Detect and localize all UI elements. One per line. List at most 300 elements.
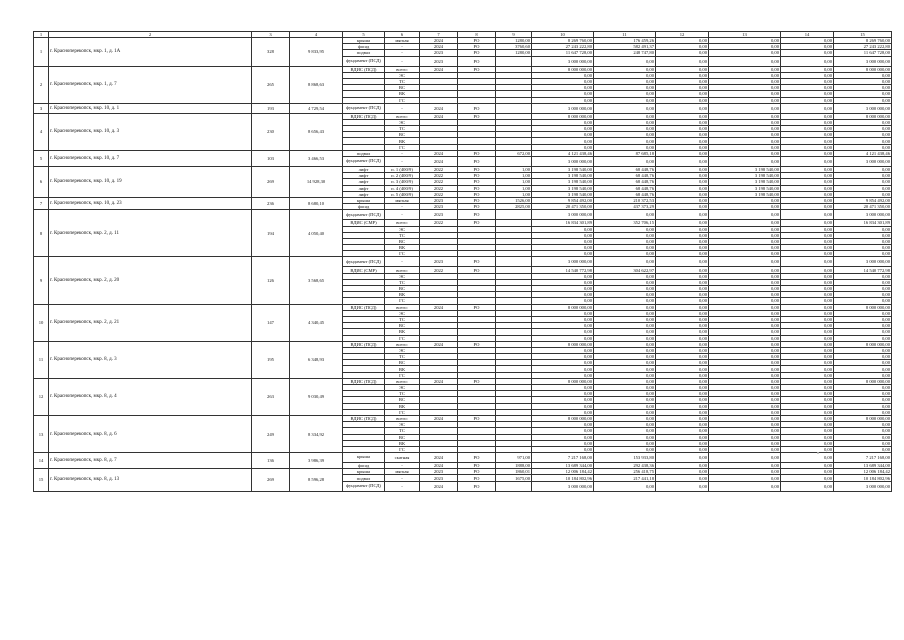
cell-c15: 0,00 bbox=[834, 354, 892, 360]
cell-c14: 0,00 bbox=[781, 475, 834, 481]
cell-c12: 0,00 bbox=[656, 481, 709, 491]
cell-c7: 2022 bbox=[420, 167, 458, 173]
cell-c14: 0,00 bbox=[781, 434, 834, 440]
cell-c13: 0,00 bbox=[709, 97, 781, 103]
cell-c14: 0,00 bbox=[781, 132, 834, 138]
cell-c6: - bbox=[385, 150, 420, 156]
cell-c11: 68 448,76 bbox=[594, 185, 656, 191]
cell-c13: 0,00 bbox=[709, 126, 781, 132]
cell-c12: 0,00 bbox=[656, 238, 709, 244]
area-cell: 8 680,10 bbox=[290, 197, 343, 209]
register-sheet bbox=[33, 31, 890, 492]
cell-c14: 0,00 bbox=[781, 85, 834, 91]
cell-c10: 0,00 bbox=[532, 226, 594, 232]
area-cell: 8 868,63 bbox=[290, 66, 343, 103]
cell-c12: 0,00 bbox=[656, 72, 709, 78]
cell-c10: 10 184 802,96 bbox=[532, 475, 594, 481]
cell-c15: 20 471 350,00 bbox=[834, 204, 892, 210]
address-cell: г. Краснoперекопск, мкр. 2, д. 20 bbox=[49, 257, 252, 304]
cell-c5: фундамент (ПСД) bbox=[343, 56, 385, 66]
cell-c6: всего: bbox=[385, 378, 420, 384]
cell-c11: 176 459,26 bbox=[594, 38, 656, 44]
cell-c8: РО bbox=[458, 475, 496, 481]
cell-c10: 11 647 728,00 bbox=[532, 50, 594, 56]
cell-c10: 0,00 bbox=[532, 72, 594, 78]
cell-c14: 0,00 bbox=[781, 463, 834, 469]
cell-c14: 0,00 bbox=[781, 220, 834, 226]
cell-c9: 1,00 bbox=[496, 185, 532, 191]
cell-c15: 12 006 184,42 bbox=[834, 469, 892, 475]
cell-c13: 0,00 bbox=[709, 397, 781, 403]
cell-c11: 217 441,18 bbox=[594, 475, 656, 481]
cell-c14: 0,00 bbox=[781, 78, 834, 84]
cell-c6: - bbox=[385, 463, 420, 469]
apartments-count-cell: 269 bbox=[252, 469, 290, 491]
cell-c15: 0,00 bbox=[834, 238, 892, 244]
cell-c11: 437 373,29 bbox=[594, 204, 656, 210]
cell-c6: ВК bbox=[385, 91, 420, 97]
cell-c11: 0,00 bbox=[594, 366, 656, 372]
cell-c7: 2024 bbox=[420, 304, 458, 310]
column-number-cell: 13 bbox=[709, 32, 781, 38]
cell-c7: 2024 bbox=[420, 341, 458, 347]
cell-c14: 0,00 bbox=[781, 72, 834, 78]
cell-c14: 0,00 bbox=[781, 126, 834, 132]
cell-c5: подвал bbox=[343, 50, 385, 56]
cell-c15: 9 854 492,00 bbox=[834, 197, 892, 203]
cell-c15: 0,00 bbox=[834, 310, 892, 316]
cell-c9: 1280,00 bbox=[496, 38, 532, 44]
apartments-count-cell: 147 bbox=[252, 304, 290, 341]
cell-c12: 0,00 bbox=[656, 475, 709, 481]
cell-c10: 3 000 000,00 bbox=[532, 481, 594, 491]
address-cell: г. Краснoперекопск, мкр. 8, д. 3 bbox=[49, 341, 252, 378]
column-number-cell: 12 bbox=[656, 32, 709, 38]
cell-c6: - bbox=[385, 103, 420, 113]
cell-c14: 0,00 bbox=[781, 279, 834, 285]
cell-c11: 68 448,76 bbox=[594, 167, 656, 173]
cell-c11: 0,00 bbox=[594, 316, 656, 322]
cell-c11: 0,00 bbox=[594, 66, 656, 72]
cell-c12: 0,00 bbox=[656, 138, 709, 144]
cell-c11: 0,00 bbox=[594, 385, 656, 391]
cell-c10: 20 471 350,00 bbox=[532, 204, 594, 210]
cell-c8: РО bbox=[458, 185, 496, 191]
cell-c14: 0,00 bbox=[781, 167, 834, 173]
cell-c11: 0,00 bbox=[594, 481, 656, 491]
cell-c12: 0,00 bbox=[656, 157, 709, 167]
address-cell: г. Краснoперекопск, мкр. 1, д. 1А bbox=[49, 38, 252, 67]
cell-c9 bbox=[496, 481, 532, 491]
cell-c8: РО bbox=[458, 267, 496, 273]
cell-c11: 0,00 bbox=[594, 403, 656, 409]
cell-c14: 0,00 bbox=[781, 304, 834, 310]
cell-c15: 0,00 bbox=[834, 144, 892, 150]
cell-c11: 582 491,37 bbox=[594, 44, 656, 50]
cell-c6: ВС bbox=[385, 323, 420, 329]
cell-c6: ГС bbox=[385, 97, 420, 103]
cell-c12: 0,00 bbox=[656, 440, 709, 446]
cell-c13: 0,00 bbox=[709, 360, 781, 366]
cell-c12: 0,00 bbox=[656, 415, 709, 421]
cell-c6: всего: bbox=[385, 267, 420, 273]
cell-c14: 0,00 bbox=[781, 366, 834, 372]
cell-c11: 0,00 bbox=[594, 286, 656, 292]
cell-c15: 0,00 bbox=[834, 403, 892, 409]
cell-c13: 0,00 bbox=[709, 463, 781, 469]
cell-c11: 0,00 bbox=[594, 304, 656, 310]
cell-c12: 0,00 bbox=[656, 310, 709, 316]
cell-c13: 0,00 bbox=[709, 366, 781, 372]
column-number-cell: 15 bbox=[834, 32, 892, 38]
object-number-cell: 4 bbox=[34, 113, 49, 150]
cell-c12: 0,00 bbox=[656, 453, 709, 463]
cell-c15: 0,00 bbox=[834, 372, 892, 378]
cell-c14: 0,00 bbox=[781, 56, 834, 66]
cell-c11: 0,00 bbox=[594, 72, 656, 78]
cell-c15: 0,00 bbox=[834, 397, 892, 403]
cell-c7: 2024 bbox=[420, 66, 458, 72]
cell-c13: 0,00 bbox=[709, 273, 781, 279]
cell-c14: 0,00 bbox=[781, 440, 834, 446]
cell-c13: 0,00 bbox=[709, 415, 781, 421]
cell-c6: всего: bbox=[385, 341, 420, 347]
cell-c14: 0,00 bbox=[781, 185, 834, 191]
cell-c15: 0,00 bbox=[834, 391, 892, 397]
cell-c15: 0,00 bbox=[834, 329, 892, 335]
cell-c15: 0,00 bbox=[834, 251, 892, 257]
cell-c6: ВК bbox=[385, 245, 420, 251]
object-number-cell: 13 bbox=[34, 415, 49, 452]
cell-c12: 0,00 bbox=[656, 226, 709, 232]
cell-c9: 1280,00 bbox=[496, 50, 532, 56]
cell-c10: 3 000 000,00 bbox=[532, 257, 594, 267]
cell-c15: 0,00 bbox=[834, 298, 892, 304]
area-cell: 3 466,53 bbox=[290, 150, 343, 166]
cell-c14: 0,00 bbox=[781, 329, 834, 335]
cell-c11: 0,00 bbox=[594, 78, 656, 84]
cell-c5: ВДИС (ПСД) bbox=[343, 304, 385, 310]
cell-c8: РО bbox=[458, 150, 496, 156]
cell-c14: 0,00 bbox=[781, 173, 834, 179]
cell-c11: 0,00 bbox=[594, 97, 656, 103]
apartments-count-cell: 263 bbox=[252, 378, 290, 415]
table-row bbox=[34, 103, 892, 113]
cell-c6: ТС bbox=[385, 316, 420, 322]
cell-c13: 0,00 bbox=[709, 469, 781, 475]
cell-c10: 4 121 438,46 bbox=[532, 150, 594, 156]
cell-c15: 0,00 bbox=[834, 191, 892, 197]
cell-c9: 1,00 bbox=[496, 191, 532, 197]
cell-c15: 3 000 000,00 bbox=[834, 103, 892, 113]
cell-c8: РО bbox=[458, 463, 496, 469]
cell-c10: 0,00 bbox=[532, 292, 594, 298]
cell-c10: 27 243 222,80 bbox=[532, 44, 594, 50]
cell-c11: 0,00 bbox=[594, 391, 656, 397]
cell-c15: 8 000 000,00 bbox=[834, 113, 892, 119]
cell-c6: всего: bbox=[385, 304, 420, 310]
cell-c6: скатная bbox=[385, 453, 420, 463]
cell-c13: 0,00 bbox=[709, 257, 781, 267]
cell-c6: всего: bbox=[385, 66, 420, 72]
area-cell: 9 833,95 bbox=[290, 38, 343, 67]
column-number-cell: 3 bbox=[252, 32, 290, 38]
cell-c11: 0,00 bbox=[594, 310, 656, 316]
cell-c15: 0,00 bbox=[834, 440, 892, 446]
cell-c6: ВК bbox=[385, 292, 420, 298]
cell-c10: 3 000 000,00 bbox=[532, 56, 594, 66]
cell-c6: ЭС bbox=[385, 422, 420, 428]
cell-c6: ВС bbox=[385, 397, 420, 403]
cell-c14: 0,00 bbox=[781, 191, 834, 197]
cell-c7: 2022 bbox=[420, 220, 458, 226]
object-number-cell: 15 bbox=[34, 469, 49, 491]
cell-c13: 3 198 540,00 bbox=[709, 173, 781, 179]
cell-c14: 0,00 bbox=[781, 119, 834, 125]
cell-c11: 0,00 bbox=[594, 245, 656, 251]
cell-c12: 0,00 bbox=[656, 391, 709, 397]
column-number-cell: 1 bbox=[34, 32, 49, 38]
cell-c13: 0,00 bbox=[709, 204, 781, 210]
cell-c14: 0,00 bbox=[781, 66, 834, 72]
cell-c11: 0,00 bbox=[594, 422, 656, 428]
address-cell: г. Краснoперекопск, мкр. 10, д. 19 bbox=[49, 167, 252, 198]
cell-c7: 2022 bbox=[420, 173, 458, 179]
cell-c10: 0,00 bbox=[532, 391, 594, 397]
cell-c14: 0,00 bbox=[781, 391, 834, 397]
cell-c8: РО bbox=[458, 157, 496, 167]
cell-c15: 27 243 222,80 bbox=[834, 44, 892, 50]
cell-c14: 0,00 bbox=[781, 50, 834, 56]
cell-c11: 292 438,36 bbox=[594, 463, 656, 469]
address-cell: г. Краснoперекопск, мкр. 10, д. 23 bbox=[49, 197, 252, 209]
cell-c13: 0,00 bbox=[709, 157, 781, 167]
cell-c12: 0,00 bbox=[656, 179, 709, 185]
cell-c14: 0,00 bbox=[781, 428, 834, 434]
cell-c12: 0,00 bbox=[656, 56, 709, 66]
cell-c6: п. 1 (400/9) bbox=[385, 167, 420, 173]
cell-c11: 0,00 bbox=[594, 298, 656, 304]
cell-c5: фасад bbox=[343, 463, 385, 469]
cell-c14: 0,00 bbox=[781, 481, 834, 491]
cell-c13: 0,00 bbox=[709, 119, 781, 125]
cell-c9: 1860,01 bbox=[496, 469, 532, 475]
object-number-cell: 7 bbox=[34, 197, 49, 209]
cell-c8: РО bbox=[458, 415, 496, 421]
cell-c6: ГС bbox=[385, 446, 420, 452]
cell-c14: 0,00 bbox=[781, 335, 834, 341]
cell-c5: ВДИС (СМР) bbox=[343, 267, 385, 273]
cell-c12: 0,00 bbox=[656, 185, 709, 191]
cell-c7: 2024 bbox=[420, 113, 458, 119]
cell-c15: 0,00 bbox=[834, 446, 892, 452]
cell-c5: крыша bbox=[343, 38, 385, 44]
cell-c7: 2024 bbox=[420, 378, 458, 384]
column-number-cell: 5 bbox=[343, 32, 385, 38]
cell-c9 bbox=[496, 103, 532, 113]
cell-c12: 0,00 bbox=[656, 126, 709, 132]
cell-c8: РО bbox=[458, 173, 496, 179]
apartments-count-cell: 249 bbox=[252, 415, 290, 452]
cell-c13: 0,00 bbox=[709, 347, 781, 353]
cell-c5: подвал bbox=[343, 475, 385, 481]
cell-c8: РО bbox=[458, 204, 496, 210]
cell-c11: 0,00 bbox=[594, 113, 656, 119]
cell-c10: 0,00 bbox=[532, 434, 594, 440]
cell-c15: 8 000 000,00 bbox=[834, 415, 892, 421]
cell-c12: 0,00 bbox=[656, 210, 709, 220]
cell-c15: 7 217 168,00 bbox=[834, 453, 892, 463]
cell-c6: ГС bbox=[385, 335, 420, 341]
cell-c6: ТС bbox=[385, 354, 420, 360]
cell-c11: 248 747,80 bbox=[594, 50, 656, 56]
cell-c10: 0,00 bbox=[532, 91, 594, 97]
cell-c11: 0,00 bbox=[594, 360, 656, 366]
cell-c7: 2024 bbox=[420, 103, 458, 113]
cell-c11: 0,00 bbox=[594, 226, 656, 232]
cell-c11: 304 622,97 bbox=[594, 267, 656, 273]
cell-c13: 0,00 bbox=[709, 329, 781, 335]
area-cell: 9 030,49 bbox=[290, 378, 343, 415]
cell-c13: 0,00 bbox=[709, 298, 781, 304]
cell-c6: - bbox=[385, 475, 420, 481]
cell-c10: 12 006 184,42 bbox=[532, 469, 594, 475]
cell-c9: 1888,00 bbox=[496, 463, 532, 469]
cell-c15: 0,00 bbox=[834, 167, 892, 173]
cell-c12: 0,00 bbox=[656, 232, 709, 238]
apartments-count-cell: 328 bbox=[252, 38, 290, 67]
cell-c11: 87 685,18 bbox=[594, 150, 656, 156]
table-row bbox=[34, 210, 892, 220]
cell-c9: 1,00 bbox=[496, 167, 532, 173]
cell-c15: 0,00 bbox=[834, 226, 892, 232]
cell-c13: 0,00 bbox=[709, 251, 781, 257]
cell-c13: 0,00 bbox=[709, 310, 781, 316]
cell-c15: 13 689 344,00 bbox=[834, 463, 892, 469]
cell-c13: 0,00 bbox=[709, 409, 781, 415]
cell-c8: РО bbox=[458, 179, 496, 185]
cell-c9: 2825,00 bbox=[496, 204, 532, 210]
area-cell: 4 729,54 bbox=[290, 103, 343, 113]
cell-c13: 0,00 bbox=[709, 78, 781, 84]
cell-c10: 8 000 000,00 bbox=[532, 341, 594, 347]
cell-c7: 2024 bbox=[420, 38, 458, 44]
cell-c14: 0,00 bbox=[781, 44, 834, 50]
cell-c15: 11 647 728,00 bbox=[834, 50, 892, 56]
cell-c9: 1,00 bbox=[496, 173, 532, 179]
cell-c11: 0,00 bbox=[594, 238, 656, 244]
area-cell: 8 656,43 bbox=[290, 113, 343, 150]
cell-c11: 0,00 bbox=[594, 119, 656, 125]
cell-c10: 0,00 bbox=[532, 245, 594, 251]
cell-c10: 3 198 540,00 bbox=[532, 173, 594, 179]
cell-c7: 2023 bbox=[420, 210, 458, 220]
cell-c13: 0,00 bbox=[709, 138, 781, 144]
cell-c6: ВК bbox=[385, 329, 420, 335]
cell-c13: 0,00 bbox=[709, 475, 781, 481]
cell-c8: РО bbox=[458, 113, 496, 119]
cell-c11: 352 706,15 bbox=[594, 220, 656, 226]
cell-c14: 0,00 bbox=[781, 197, 834, 203]
cell-c11: 0,00 bbox=[594, 251, 656, 257]
cell-c15: 0,00 bbox=[834, 279, 892, 285]
cell-c10: 0,00 bbox=[532, 354, 594, 360]
cell-c14: 0,00 bbox=[781, 238, 834, 244]
cell-c14: 0,00 bbox=[781, 323, 834, 329]
area-cell: 4 050,40 bbox=[290, 210, 343, 257]
cell-c8: РО bbox=[458, 341, 496, 347]
cell-c7: 2024 bbox=[420, 150, 458, 156]
cell-c10: 8 000 000,00 bbox=[532, 113, 594, 119]
column-number-cell: 4 bbox=[290, 32, 343, 38]
cell-c10: 8 000 000,00 bbox=[532, 304, 594, 310]
cell-c10: 0,00 bbox=[532, 360, 594, 366]
cell-c8: РО bbox=[458, 50, 496, 56]
cell-c6: п. 5 (400/9) bbox=[385, 191, 420, 197]
cell-c13: 0,00 bbox=[709, 267, 781, 273]
column-number-cell: 2 bbox=[49, 32, 252, 38]
cell-c15: 0,00 bbox=[834, 316, 892, 322]
cell-c12: 0,00 bbox=[656, 38, 709, 44]
cell-c10: 3 198 540,00 bbox=[532, 179, 594, 185]
cell-c12: 0,00 bbox=[656, 292, 709, 298]
cell-c10: 0,00 bbox=[532, 279, 594, 285]
cell-c6: ЭС bbox=[385, 273, 420, 279]
cell-c5: ВДИС (ПСД) bbox=[343, 378, 385, 384]
cell-c6: всего: bbox=[385, 415, 420, 421]
cell-c13: 0,00 bbox=[709, 238, 781, 244]
cell-c15: 0,00 bbox=[834, 286, 892, 292]
cell-c14: 0,00 bbox=[781, 273, 834, 279]
column-number-cell: 7 bbox=[420, 32, 458, 38]
cell-c11: 0,00 bbox=[594, 440, 656, 446]
cell-c6: ЭС bbox=[385, 72, 420, 78]
cell-c8: РО bbox=[458, 191, 496, 197]
cell-c15: 0,00 bbox=[834, 385, 892, 391]
cell-c14: 0,00 bbox=[781, 316, 834, 322]
cell-c11: 0,00 bbox=[594, 85, 656, 91]
object-number-cell: 14 bbox=[34, 453, 49, 469]
cell-c9: 1675,00 bbox=[496, 475, 532, 481]
cell-c10: 0,00 bbox=[532, 335, 594, 341]
cell-c10: 0,00 bbox=[532, 409, 594, 415]
cell-c11: 0,00 bbox=[594, 446, 656, 452]
cell-c14: 0,00 bbox=[781, 91, 834, 97]
cell-c14: 0,00 bbox=[781, 113, 834, 119]
cell-c14: 0,00 bbox=[781, 251, 834, 257]
table-row bbox=[34, 257, 892, 267]
cell-c7: 2023 bbox=[420, 50, 458, 56]
cell-c10: 7 217 168,00 bbox=[532, 453, 594, 463]
cell-c6: - bbox=[385, 50, 420, 56]
cell-c14: 0,00 bbox=[781, 372, 834, 378]
cell-c10: 0,00 bbox=[532, 440, 594, 446]
cell-c12: 0,00 bbox=[656, 409, 709, 415]
cell-c10: 0,00 bbox=[532, 85, 594, 91]
area-cell: 8 596,28 bbox=[290, 469, 343, 491]
cell-c13: 0,00 bbox=[709, 210, 781, 220]
cell-c5: ВДИС (ПСД) bbox=[343, 113, 385, 119]
cell-c13: 0,00 bbox=[709, 220, 781, 226]
cell-c12: 0,00 bbox=[656, 267, 709, 273]
cell-c6: п. 2 (400/9) bbox=[385, 173, 420, 179]
cell-c8: РО bbox=[458, 38, 496, 44]
cell-c10: 0,00 bbox=[532, 97, 594, 103]
cell-c10: 16 834 301,89 bbox=[532, 220, 594, 226]
cell-c15: 0,00 bbox=[834, 126, 892, 132]
cell-c15: 4 121 438,46 bbox=[834, 150, 892, 156]
cell-c13: 3 198 540,00 bbox=[709, 167, 781, 173]
